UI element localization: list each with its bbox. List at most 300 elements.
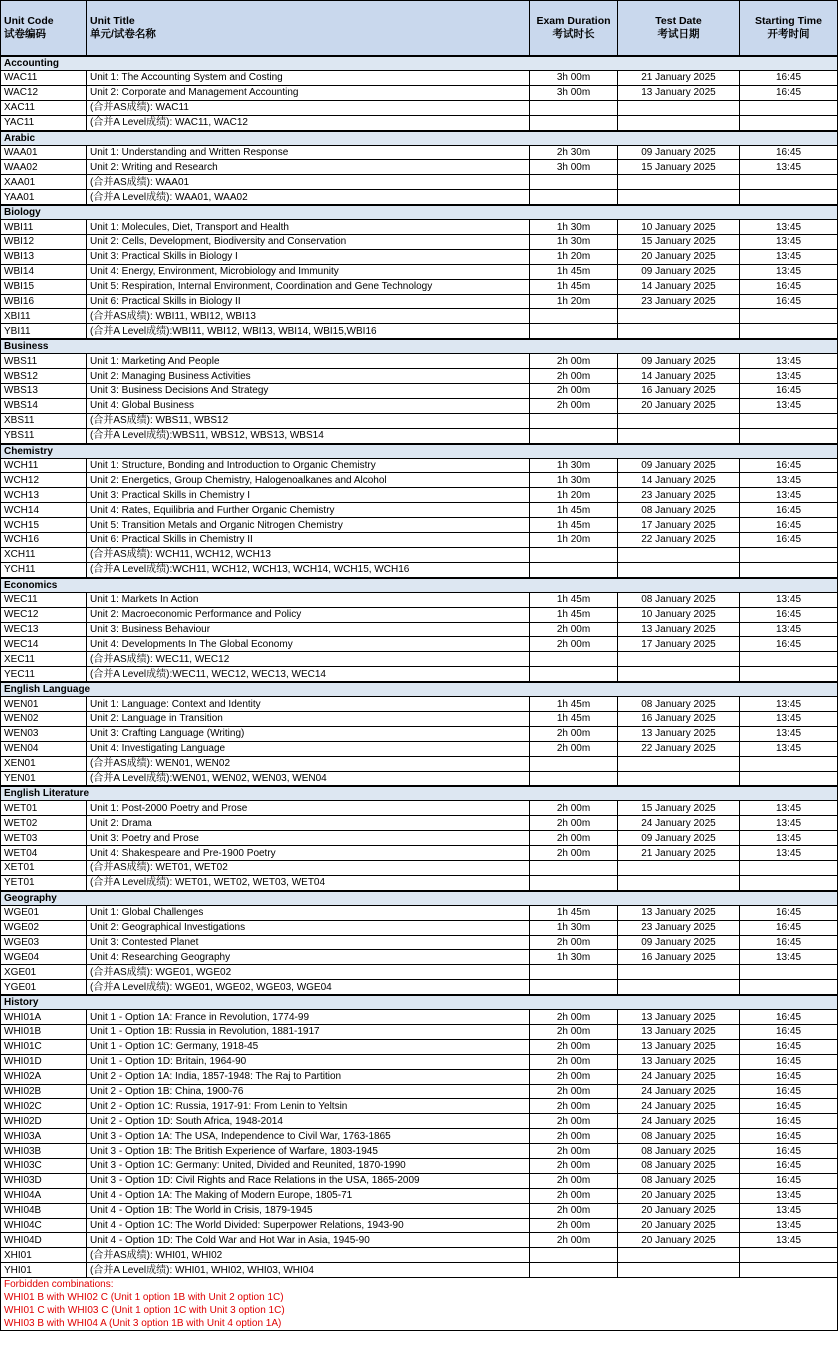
cell-test-date: 20 January 2025 (618, 1188, 740, 1203)
table-row (1, 697, 838, 712)
cell-unit-code: XEC11 (1, 652, 87, 667)
section-name: Economics (1, 578, 838, 593)
table-row (1, 473, 838, 488)
cell-starting-time: 16:45 (740, 279, 838, 294)
cell-starting-time: 13:45 (740, 235, 838, 250)
note-row (1, 1291, 838, 1304)
cell-unit-code: YBI11 (1, 324, 87, 339)
cell-exam-duration (530, 965, 618, 980)
cell-exam-duration: 1h 30m (530, 473, 618, 488)
table-row (1, 279, 838, 294)
cell-unit-title: Unit 4: Rates, Equilibria and Further Organic Chemistry (87, 503, 530, 518)
cell-starting-time: 13:45 (740, 369, 838, 384)
cell-test-date: 08 January 2025 (618, 1159, 740, 1174)
cell-unit-title: Unit 2: Writing and Research (87, 160, 530, 175)
section-name: Chemistry (1, 444, 838, 459)
section-header (1, 891, 838, 906)
cell-unit-title: (合并A Level成绩):WBS11, WBS12, WBS13, WBS14 (87, 428, 530, 443)
cell-starting-time: 13:45 (740, 354, 838, 369)
cell-test-date: 09 January 2025 (618, 354, 740, 369)
cell-starting-time (740, 980, 838, 995)
cell-exam-duration (530, 771, 618, 786)
cell-starting-time: 16:45 (740, 1144, 838, 1159)
cell-exam-duration: 2h 00m (530, 622, 618, 637)
cell-unit-title: Unit 1: The Accounting System and Costing (87, 71, 530, 86)
cell-unit-title: (合并A Level成绩):WEN01, WEN02, WEN03, WEN04 (87, 771, 530, 786)
cell-test-date: 23 January 2025 (618, 920, 740, 935)
cell-exam-duration: 1h 45m (530, 264, 618, 279)
cell-exam-duration (530, 756, 618, 771)
forbidden-combinations-notes (1, 1278, 838, 1331)
section-header (1, 205, 838, 220)
cell-starting-time: 13:45 (740, 831, 838, 846)
table-row (1, 1248, 838, 1263)
cell-unit-title: (合并AS成绩): WEC11, WEC12 (87, 652, 530, 667)
cell-test-date: 09 January 2025 (618, 831, 740, 846)
cell-exam-duration (530, 1248, 618, 1263)
cell-unit-title: Unit 4 - Option 1C: The World Divided: Superpower Relations, 1943-90 (87, 1218, 530, 1233)
cell-starting-time: 16:45 (740, 905, 838, 920)
cell-unit-title: Unit 2: Energetics, Group Chemistry, Halogenoalkanes and Alcohol (87, 473, 530, 488)
table-row (1, 458, 838, 473)
cell-starting-time: 13:45 (740, 488, 838, 503)
cell-test-date (618, 875, 740, 890)
cell-unit-title: (合并AS成绩): WBI11, WBI12, WBI13 (87, 309, 530, 324)
cell-exam-duration: 2h 00m (530, 816, 618, 831)
cell-unit-code: XBI11 (1, 309, 87, 324)
cell-test-date: 13 January 2025 (618, 622, 740, 637)
table-row (1, 145, 838, 160)
cell-exam-duration (530, 547, 618, 562)
cell-starting-time (740, 100, 838, 115)
cell-unit-code: WBI15 (1, 279, 87, 294)
table-row (1, 711, 838, 726)
table-row (1, 667, 838, 682)
cell-starting-time: 13:45 (740, 950, 838, 965)
cell-starting-time: 16:45 (740, 1173, 838, 1188)
table-row (1, 1099, 838, 1114)
table-row (1, 965, 838, 980)
cell-exam-duration (530, 324, 618, 339)
table-row (1, 533, 838, 548)
table-row (1, 980, 838, 995)
cell-unit-code: XEN01 (1, 756, 87, 771)
cell-unit-code: WET03 (1, 831, 87, 846)
cell-test-date: 15 January 2025 (618, 235, 740, 250)
cell-unit-code: WAC11 (1, 71, 87, 86)
cell-test-date: 16 January 2025 (618, 384, 740, 399)
cell-test-date: 08 January 2025 (618, 697, 740, 712)
cell-exam-duration: 1h 45m (530, 518, 618, 533)
cell-unit-title: (合并AS成绩): WHI01, WHI02 (87, 1248, 530, 1263)
cell-test-date: 20 January 2025 (618, 249, 740, 264)
cell-unit-title: Unit 2: Language in Transition (87, 711, 530, 726)
cell-exam-duration: 2h 00m (530, 1099, 618, 1114)
cell-exam-duration: 2h 00m (530, 1173, 618, 1188)
section-header (1, 682, 838, 697)
cell-unit-title: (合并A Level成绩): WGE01, WGE02, WGE03, WGE04 (87, 980, 530, 995)
table-row (1, 220, 838, 235)
cell-starting-time: 16:45 (740, 920, 838, 935)
cell-unit-code: WHI04B (1, 1203, 87, 1218)
cell-unit-code: WHI01B (1, 1024, 87, 1039)
cell-unit-code: WBS12 (1, 369, 87, 384)
cell-starting-time: 13:45 (740, 1188, 838, 1203)
cell-starting-time: 13:45 (740, 622, 838, 637)
table-header (1, 1, 838, 57)
cell-unit-title: Unit 1: Marketing And People (87, 354, 530, 369)
cell-unit-code: YCH11 (1, 562, 87, 577)
cell-unit-title: Unit 3: Business Behaviour (87, 622, 530, 637)
cell-exam-duration: 2h 00m (530, 398, 618, 413)
header-unit-code: Unit Code 试卷编码 (1, 1, 87, 57)
table-row (1, 637, 838, 652)
table-row (1, 756, 838, 771)
cell-unit-code: WBI16 (1, 294, 87, 309)
cell-unit-code: WHI04D (1, 1233, 87, 1248)
cell-test-date: 09 January 2025 (618, 145, 740, 160)
cell-unit-title: Unit 4: Shakespeare and Pre-1900 Poetry (87, 846, 530, 861)
cell-starting-time (740, 875, 838, 890)
cell-test-date (618, 771, 740, 786)
cell-exam-duration: 1h 45m (530, 697, 618, 712)
table-row (1, 413, 838, 428)
cell-unit-title: Unit 2: Cells, Development, Biodiversity and Conservation (87, 235, 530, 250)
cell-unit-code: YET01 (1, 875, 87, 890)
cell-unit-title: Unit 4 - Option 1B: The World in Crisis, 1879-1945 (87, 1203, 530, 1218)
cell-unit-title: Unit 3 - Option 1D: Civil Rights and Race Relations in the USA, 1865-2009 (87, 1173, 530, 1188)
cell-exam-duration: 1h 20m (530, 294, 618, 309)
cell-starting-time: 16:45 (740, 503, 838, 518)
cell-starting-time: 13:45 (740, 801, 838, 816)
cell-unit-code: WBI11 (1, 220, 87, 235)
cell-unit-title: Unit 2 - Option 1C: Russia, 1917-91: From Lenin to Yeltsin (87, 1099, 530, 1114)
cell-test-date (618, 100, 740, 115)
table-row (1, 592, 838, 607)
cell-starting-time: 16:45 (740, 518, 838, 533)
section-name: English Literature (1, 786, 838, 801)
table-row (1, 488, 838, 503)
cell-exam-duration: 2h 00m (530, 1233, 618, 1248)
cell-unit-code: WGE01 (1, 905, 87, 920)
cell-unit-title: Unit 5: Respiration, Internal Environment, Coordination and Gene Technology (87, 279, 530, 294)
cell-starting-time (740, 667, 838, 682)
cell-unit-code: WET01 (1, 801, 87, 816)
cell-exam-duration: 2h 00m (530, 1039, 618, 1054)
cell-test-date (618, 860, 740, 875)
cell-starting-time: 16:45 (740, 145, 838, 160)
cell-unit-title: (合并A Level成绩): WAA01, WAA02 (87, 190, 530, 205)
cell-unit-title: Unit 2: Macroeconomic Performance and Policy (87, 607, 530, 622)
cell-unit-code: WET02 (1, 816, 87, 831)
header-exam-duration: Exam Duration 考试时长 (530, 1, 618, 57)
cell-exam-duration (530, 860, 618, 875)
cell-test-date: 24 January 2025 (618, 1084, 740, 1099)
cell-test-date (618, 562, 740, 577)
cell-unit-title: Unit 3 - Option 1B: The British Experience of Warfare, 1803-1945 (87, 1144, 530, 1159)
cell-unit-code: YGE01 (1, 980, 87, 995)
table-row (1, 428, 838, 443)
cell-unit-code: YBS11 (1, 428, 87, 443)
cell-exam-duration (530, 652, 618, 667)
cell-test-date: 17 January 2025 (618, 518, 740, 533)
table-row (1, 950, 838, 965)
cell-exam-duration: 1h 30m (530, 920, 618, 935)
cell-unit-code: WGE02 (1, 920, 87, 935)
cell-test-date: 24 January 2025 (618, 1114, 740, 1129)
section-name: Arabic (1, 131, 838, 146)
section-header (1, 339, 838, 354)
header-unit-title: Unit Title 单元/试卷名称 (87, 1, 530, 57)
cell-unit-title: (合并A Level成绩):WBI11, WBI12, WBI13, WBI14, WBI15,WBI16 (87, 324, 530, 339)
cell-starting-time: 16:45 (740, 458, 838, 473)
cell-unit-code: YAC11 (1, 115, 87, 130)
cell-starting-time: 16:45 (740, 935, 838, 950)
table-row (1, 71, 838, 86)
cell-test-date: 14 January 2025 (618, 473, 740, 488)
cell-unit-code: XGE01 (1, 965, 87, 980)
table-row (1, 85, 838, 100)
cell-starting-time (740, 324, 838, 339)
cell-starting-time: 16:45 (740, 1024, 838, 1039)
cell-exam-duration: 2h 00m (530, 801, 618, 816)
cell-starting-time (740, 562, 838, 577)
table-row (1, 249, 838, 264)
cell-starting-time: 13:45 (740, 249, 838, 264)
table-row (1, 1263, 838, 1278)
cell-unit-code: YAA01 (1, 190, 87, 205)
cell-unit-code: WHI03D (1, 1173, 87, 1188)
cell-starting-time: 13:45 (740, 1203, 838, 1218)
section-header (1, 131, 838, 146)
cell-unit-code: WEN01 (1, 697, 87, 712)
note-text: WHI01 B with WHI02 C (Unit 1 option 1B with Unit 2 option 1C) (1, 1291, 838, 1304)
cell-unit-code: WEN02 (1, 711, 87, 726)
table-row (1, 1039, 838, 1054)
table-row (1, 562, 838, 577)
cell-starting-time: 13:45 (740, 473, 838, 488)
table-row (1, 547, 838, 562)
cell-unit-code: WEC12 (1, 607, 87, 622)
cell-unit-code: WBS11 (1, 354, 87, 369)
cell-unit-code: XBS11 (1, 413, 87, 428)
cell-test-date: 14 January 2025 (618, 279, 740, 294)
cell-test-date: 15 January 2025 (618, 801, 740, 816)
cell-exam-duration: 2h 00m (530, 831, 618, 846)
cell-starting-time: 16:45 (740, 1084, 838, 1099)
cell-unit-title: Unit 4 - Option 1A: The Making of Modern Europe, 1805-71 (87, 1188, 530, 1203)
cell-exam-duration (530, 413, 618, 428)
cell-unit-code: WBI14 (1, 264, 87, 279)
cell-unit-code: WEC11 (1, 592, 87, 607)
cell-unit-code: WCH11 (1, 458, 87, 473)
cell-exam-duration: 2h 30m (530, 145, 618, 160)
cell-unit-title: Unit 3: Poetry and Prose (87, 831, 530, 846)
cell-test-date: 13 January 2025 (618, 905, 740, 920)
cell-exam-duration: 2h 00m (530, 1129, 618, 1144)
table-row (1, 1218, 838, 1233)
cell-test-date: 13 January 2025 (618, 85, 740, 100)
table-row (1, 369, 838, 384)
cell-starting-time: 16:45 (740, 1159, 838, 1174)
cell-exam-duration: 3h 00m (530, 85, 618, 100)
table-body (1, 56, 838, 1278)
cell-starting-time: 13:45 (740, 846, 838, 861)
cell-exam-duration (530, 309, 618, 324)
table-row (1, 846, 838, 861)
table-row (1, 518, 838, 533)
cell-unit-code: WEC14 (1, 637, 87, 652)
table-row (1, 905, 838, 920)
cell-starting-time (740, 428, 838, 443)
cell-unit-title: Unit 6: Practical Skills in Biology II (87, 294, 530, 309)
cell-unit-title: Unit 1 - Option 1A: France in Revolution, 1774-99 (87, 1010, 530, 1025)
cell-unit-code: WHI03A (1, 1129, 87, 1144)
cell-test-date: 23 January 2025 (618, 294, 740, 309)
cell-test-date: 10 January 2025 (618, 607, 740, 622)
cell-unit-title: Unit 1: Global Challenges (87, 905, 530, 920)
cell-test-date (618, 1263, 740, 1278)
cell-unit-code: WBI12 (1, 235, 87, 250)
cell-exam-duration: 2h 00m (530, 1024, 618, 1039)
header-starting-time: Starting Time 开考时间 (740, 1, 838, 57)
table-row (1, 235, 838, 250)
cell-test-date: 20 January 2025 (618, 398, 740, 413)
cell-unit-code: WAC12 (1, 85, 87, 100)
cell-unit-code: WET04 (1, 846, 87, 861)
cell-test-date (618, 324, 740, 339)
table-row (1, 100, 838, 115)
cell-test-date (618, 428, 740, 443)
cell-test-date: 08 January 2025 (618, 592, 740, 607)
cell-unit-code: XET01 (1, 860, 87, 875)
cell-unit-title: (合并A Level成绩): WHI01, WHI02, WHI03, WHI04 (87, 1263, 530, 1278)
cell-unit-title: (合并AS成绩): WAC11 (87, 100, 530, 115)
note-row (1, 1304, 838, 1317)
table-row (1, 920, 838, 935)
cell-starting-time: 16:45 (740, 637, 838, 652)
cell-test-date: 24 January 2025 (618, 1069, 740, 1084)
cell-starting-time: 16:45 (740, 1010, 838, 1025)
section-name: Business (1, 339, 838, 354)
cell-unit-title: (合并AS成绩): WET01, WET02 (87, 860, 530, 875)
cell-unit-code: WHI04C (1, 1218, 87, 1233)
cell-unit-code: WCH15 (1, 518, 87, 533)
cell-exam-duration: 2h 00m (530, 1114, 618, 1129)
cell-starting-time: 16:45 (740, 294, 838, 309)
cell-test-date: 10 January 2025 (618, 220, 740, 235)
cell-starting-time: 13:45 (740, 1218, 838, 1233)
table-row (1, 190, 838, 205)
table-row (1, 831, 838, 846)
cell-test-date (618, 980, 740, 995)
cell-unit-title: Unit 2: Corporate and Management Accounting (87, 85, 530, 100)
table-row (1, 115, 838, 130)
cell-unit-title: Unit 1: Molecules, Diet, Transport and Health (87, 220, 530, 235)
cell-test-date: 13 January 2025 (618, 726, 740, 741)
table-row (1, 1084, 838, 1099)
section-name: Accounting (1, 56, 838, 71)
cell-unit-code: WCH16 (1, 533, 87, 548)
cell-unit-code: WBI13 (1, 249, 87, 264)
cell-exam-duration (530, 190, 618, 205)
cell-unit-title: (合并A Level成绩): WET01, WET02, WET03, WET04 (87, 875, 530, 890)
cell-unit-title: (合并A Level成绩): WAC11, WAC12 (87, 115, 530, 130)
table-row (1, 160, 838, 175)
cell-exam-duration (530, 875, 618, 890)
cell-unit-title: Unit 5: Transition Metals and Organic Nitrogen Chemistry (87, 518, 530, 533)
cell-unit-code: WHI02A (1, 1069, 87, 1084)
cell-unit-code: WHI03C (1, 1159, 87, 1174)
cell-starting-time: 13:45 (740, 726, 838, 741)
cell-unit-code: WBS14 (1, 398, 87, 413)
cell-test-date (618, 413, 740, 428)
cell-starting-time (740, 860, 838, 875)
cell-starting-time: 13:45 (740, 697, 838, 712)
cell-unit-title: Unit 3: Contested Planet (87, 935, 530, 950)
cell-test-date: 23 January 2025 (618, 488, 740, 503)
section-header (1, 995, 838, 1010)
cell-exam-duration: 2h 00m (530, 846, 618, 861)
section-header (1, 444, 838, 459)
cell-unit-code: WAA01 (1, 145, 87, 160)
cell-exam-duration: 3h 00m (530, 71, 618, 86)
cell-test-date: 09 January 2025 (618, 264, 740, 279)
cell-starting-time: 13:45 (740, 711, 838, 726)
cell-unit-title: (合并AS成绩): WEN01, WEN02 (87, 756, 530, 771)
cell-exam-duration: 2h 00m (530, 637, 618, 652)
cell-test-date: 09 January 2025 (618, 458, 740, 473)
cell-starting-time (740, 1248, 838, 1263)
cell-test-date: 16 January 2025 (618, 711, 740, 726)
cell-unit-title: Unit 2: Drama (87, 816, 530, 831)
table-row (1, 1188, 838, 1203)
cell-unit-code: WCH13 (1, 488, 87, 503)
cell-test-date (618, 1248, 740, 1263)
cell-unit-title: Unit 1 - Option 1D: Britain, 1964-90 (87, 1054, 530, 1069)
cell-unit-title: Unit 4: Researching Geography (87, 950, 530, 965)
table-row (1, 324, 838, 339)
cell-exam-duration: 3h 00m (530, 160, 618, 175)
cell-exam-duration: 2h 00m (530, 354, 618, 369)
cell-unit-title: Unit 2: Geographical Investigations (87, 920, 530, 935)
cell-exam-duration: 1h 45m (530, 711, 618, 726)
cell-unit-title: Unit 1 - Option 1B: Russia in Revolution, 1881-1917 (87, 1024, 530, 1039)
cell-test-date: 21 January 2025 (618, 71, 740, 86)
cell-exam-duration: 1h 45m (530, 905, 618, 920)
table-row (1, 860, 838, 875)
cell-unit-title: (合并A Level成绩):WCH11, WCH12, WCH13, WCH14, WCH15, WCH16 (87, 562, 530, 577)
note-row (1, 1317, 838, 1331)
cell-unit-code: WHI01C (1, 1039, 87, 1054)
cell-starting-time: 16:45 (740, 1054, 838, 1069)
cell-test-date (618, 652, 740, 667)
table-row (1, 1144, 838, 1159)
section-header (1, 56, 838, 71)
note-text: Forbidden combinations: (1, 1278, 838, 1292)
cell-test-date: 17 January 2025 (618, 637, 740, 652)
cell-unit-title: Unit 4: Developments In The Global Economy (87, 637, 530, 652)
table-row (1, 1069, 838, 1084)
cell-test-date: 21 January 2025 (618, 846, 740, 861)
cell-starting-time (740, 115, 838, 130)
cell-test-date (618, 667, 740, 682)
cell-unit-title: Unit 4: Global Business (87, 398, 530, 413)
cell-starting-time (740, 175, 838, 190)
cell-exam-duration (530, 562, 618, 577)
table-row (1, 622, 838, 637)
cell-test-date: 14 January 2025 (618, 369, 740, 384)
